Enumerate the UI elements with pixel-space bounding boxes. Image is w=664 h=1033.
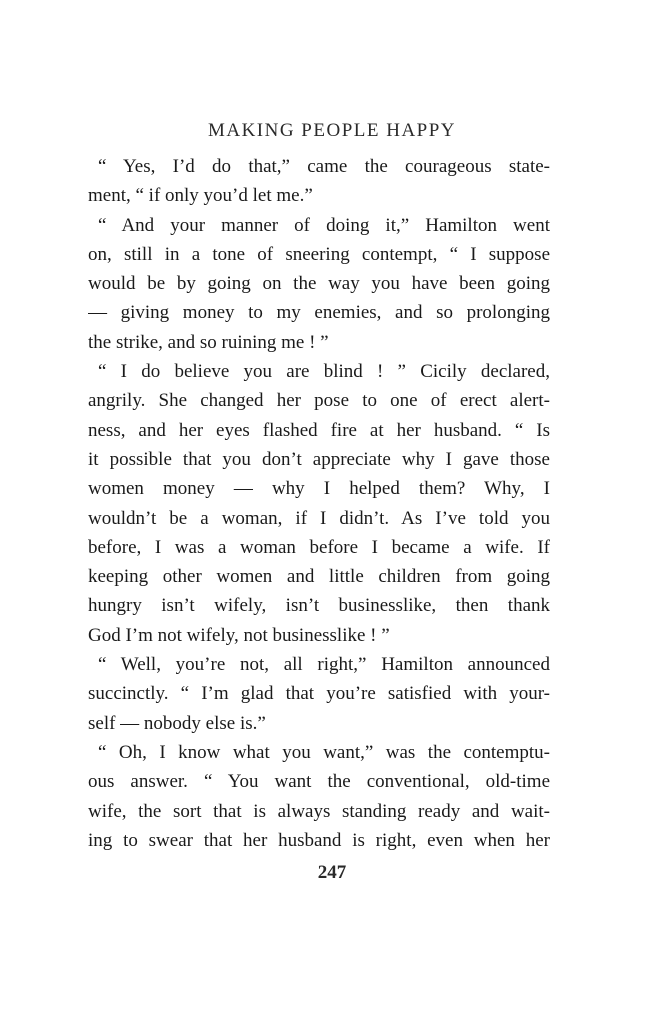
body-text [88,152,550,855]
text-line: “ And your manner of doing it,” Hamilton went [98,214,550,236]
text-line: “ I do believe you are blind ! ” Cicily declared, [98,361,550,383]
text-line: ous answer. “ You want the conventional, old-time [88,771,550,793]
text-line: on, still in a tone of sneering contempt, “ I suppose [88,243,550,265]
text-line: — giving money to my enemies, and so prolonging [88,302,550,324]
text-line: self — nobody else is.” [88,712,266,734]
text-line: God I’m not wifely, not businesslike ! ” [88,624,390,646]
text-line: it possible that you don’t appreciate why I gave those [88,448,550,470]
text-line: ment, “ if only you’d let me.” [88,185,313,207]
text-line: “ Yes, I’d do that,” came the courageous state- [98,156,550,177]
text-line: wife, the sort that is always standing ready and wait- [88,800,550,822]
text-line: ness, and her eyes flashed fire at her husband. “ Is [88,419,550,441]
text-line: women money — why I helped them? Why, I [88,478,550,500]
text-line: would be by going on the way you have been going [88,273,550,295]
text-line: angrily. She changed her pose to one of erect alert- [88,390,550,412]
text-line: the strike, and so ruining me ! ” [88,331,329,353]
page-number: 247 [317,862,347,883]
running-head: MAKING PEOPLE HAPPY [207,120,457,141]
text-line: keeping other women and little children from going [88,566,550,588]
text-line: hungry isn’t wifely, isn’t businesslike, then thank [88,595,550,617]
text-line: ing to swear that her husband is right, even when her [88,829,550,851]
text-line: succinctly. “ I’m glad that you’re satisfied with your- [88,683,550,705]
text-line: “ Oh, I know what you want,” was the contemptu- [98,741,550,763]
text-line: before, I was a woman before I became a wife. If [88,536,550,558]
text-line: wouldn’t be a woman, if I didn’t. As I’ve told you [88,507,550,529]
text-line: “ Well, you’re not, all right,” Hamilton announced [98,654,550,676]
